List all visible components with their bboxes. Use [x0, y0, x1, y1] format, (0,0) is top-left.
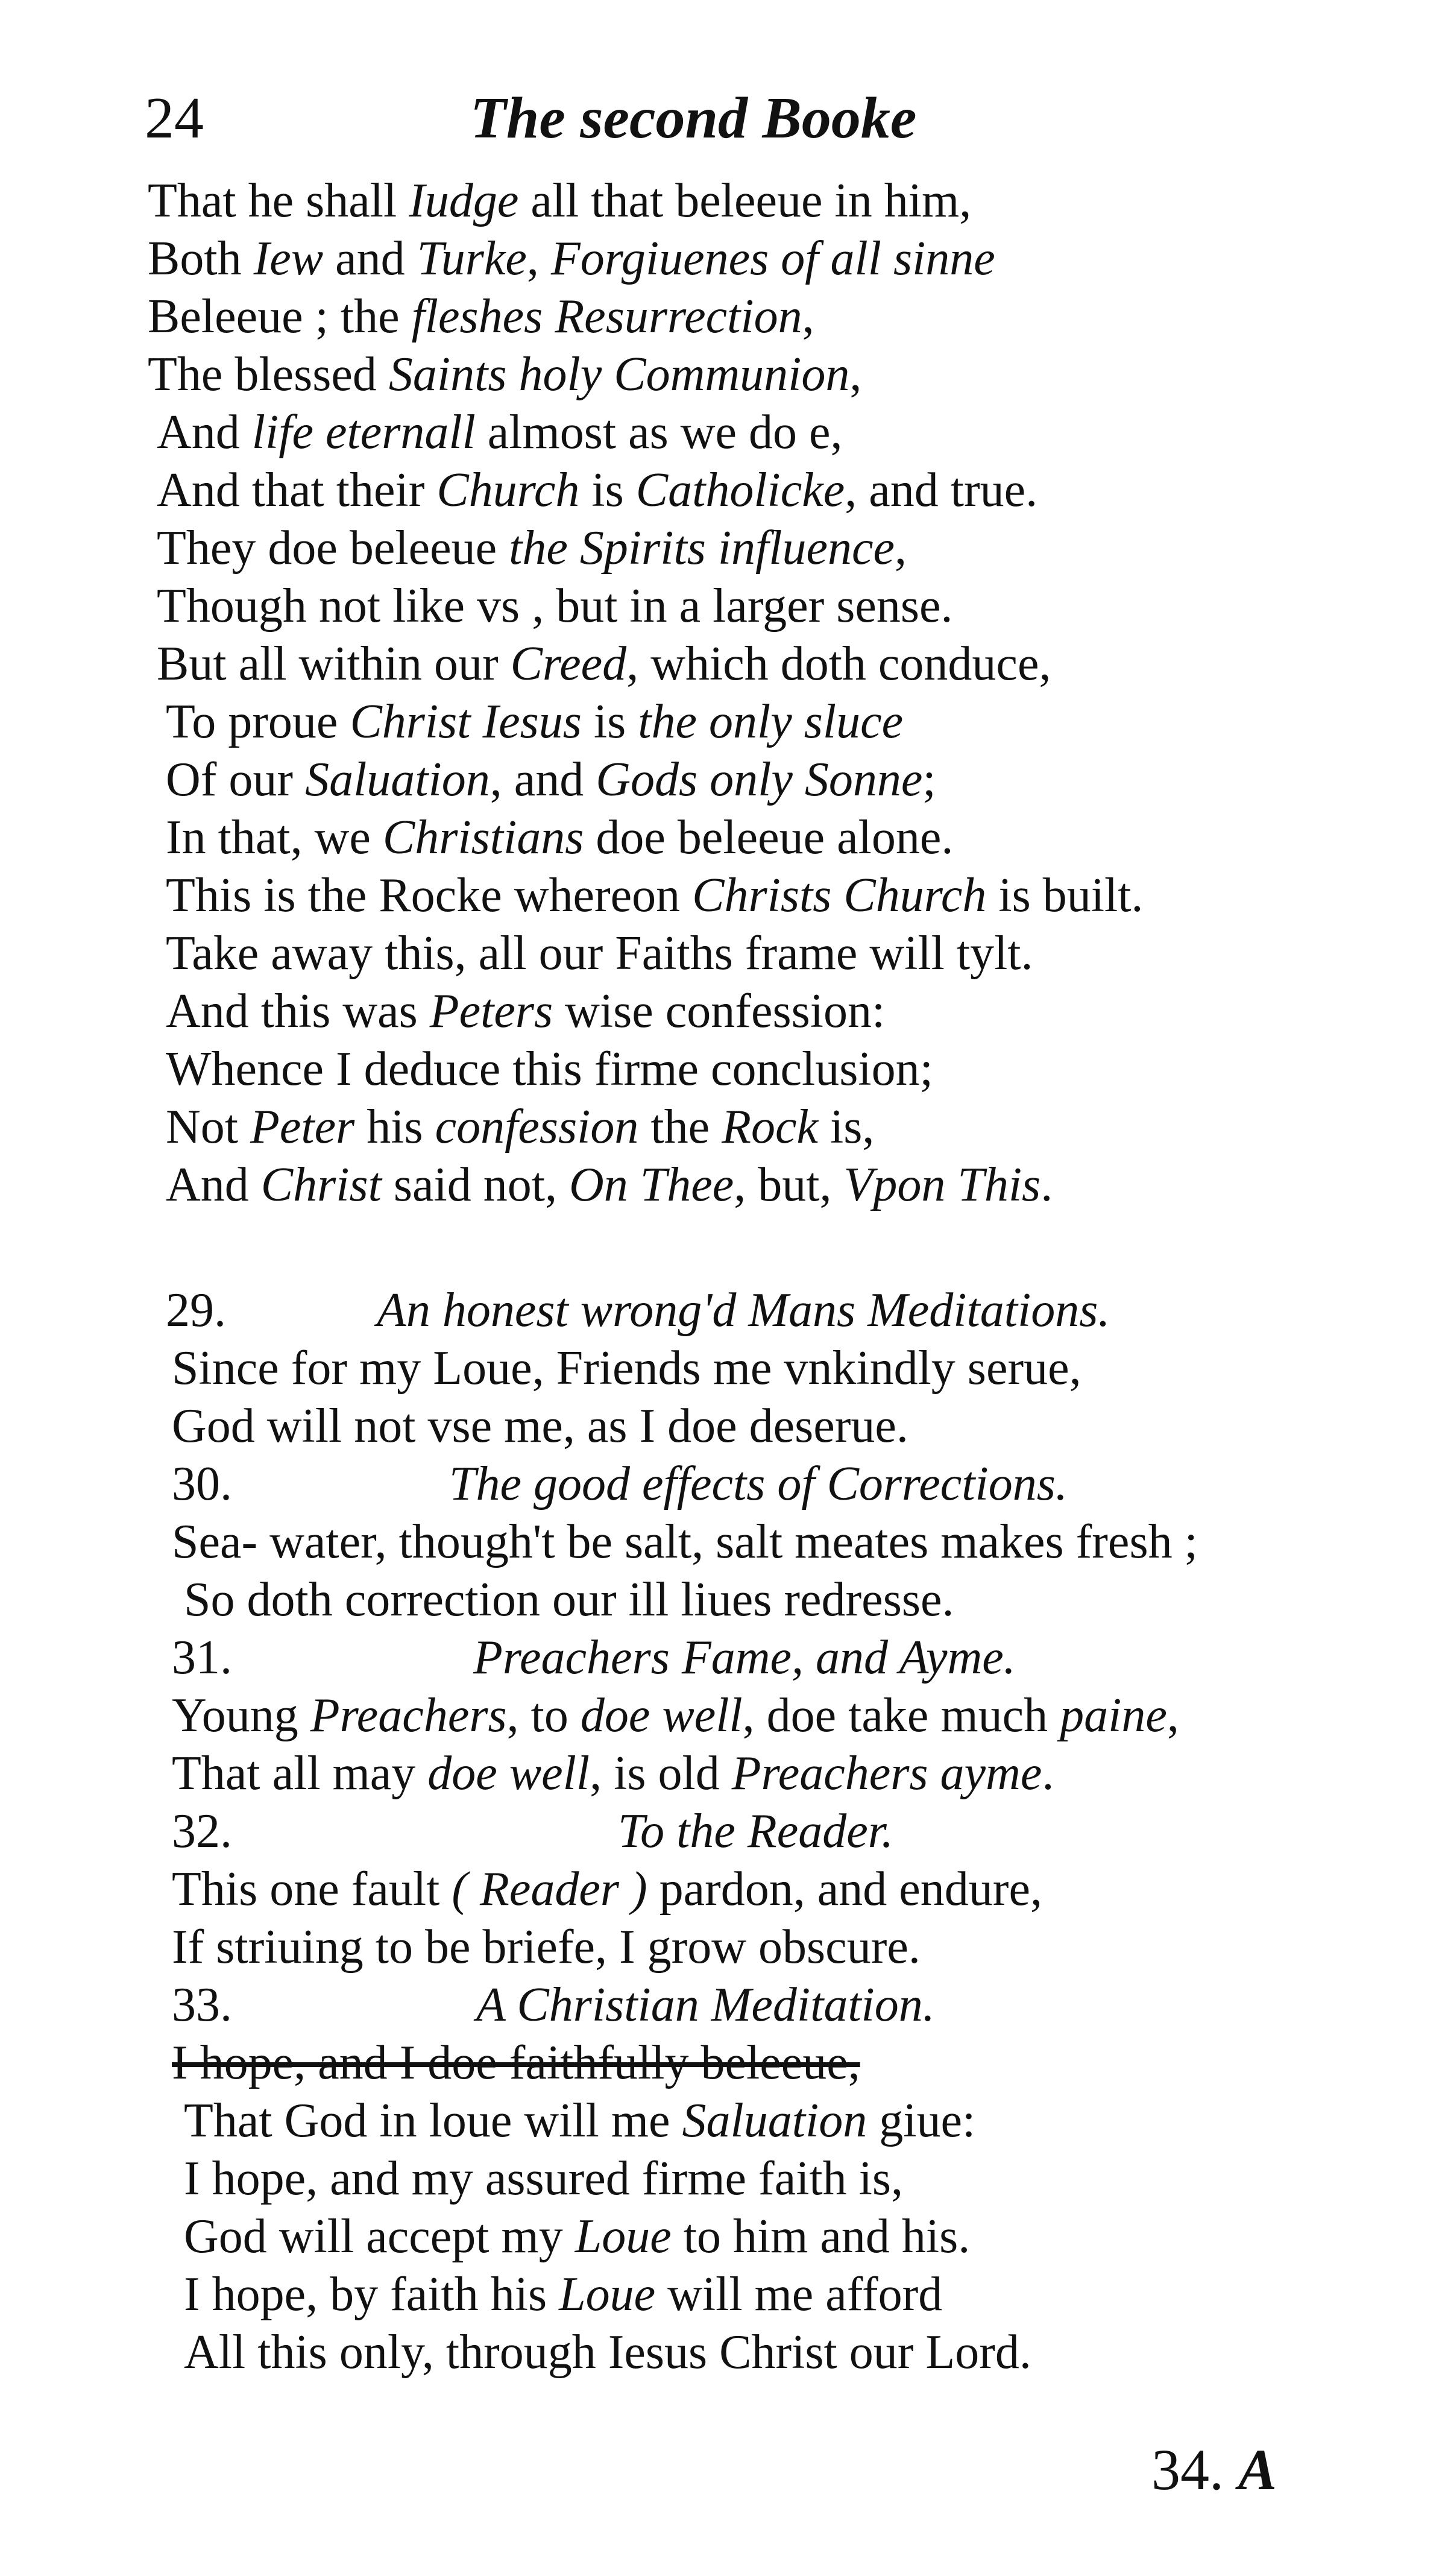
text-run: is	[581, 695, 638, 748]
text-run: Church	[436, 464, 580, 517]
verse-line	[166, 1098, 874, 1156]
text-run: Rock	[722, 1100, 818, 1154]
verse-line	[184, 2150, 903, 2208]
text-run: Forgiuenes of all sinne	[550, 232, 995, 285]
text-run: the Spirits influence	[509, 522, 895, 575]
verse-line	[157, 403, 843, 461]
text-run: , which doth conduce,	[626, 637, 1051, 690]
verse-line	[166, 867, 1143, 924]
verse-line	[172, 1687, 1179, 1744]
verse-line	[172, 1744, 1054, 1802]
text-run: On Thee	[568, 1158, 734, 1211]
text-run: Take away this, all our Faiths frame will tylt.	[166, 927, 1033, 980]
text-run: Peters	[429, 985, 553, 1038]
epigram-heading	[166, 1281, 1191, 1339]
text-run: Loue	[559, 2268, 656, 2321]
verse-line	[166, 751, 936, 809]
text-run: all that beleeue in him,	[518, 174, 972, 227]
text-run: said not,	[381, 1158, 569, 1211]
text-run: will me afford	[655, 2268, 943, 2321]
text-run: They doe beleeue	[157, 522, 509, 575]
text-run: and	[323, 232, 417, 285]
text-run: Of our	[166, 753, 306, 806]
page-number: 24	[145, 86, 204, 151]
text-run: Peter	[250, 1100, 355, 1154]
text-run: .	[1040, 1158, 1053, 1211]
verse-line	[166, 1156, 1053, 1214]
text-run: Christ Iesus	[350, 695, 582, 748]
text-run: Christs Church	[692, 869, 987, 922]
verse-line	[148, 172, 971, 230]
verse-line	[184, 2265, 942, 2323]
text-run: ( Reader )	[452, 1863, 647, 1916]
verse-line	[148, 288, 814, 346]
running-title: The second Booke	[470, 86, 917, 151]
verse-line	[157, 577, 953, 635]
epigram-title: A Christian Meditation.	[476, 1978, 935, 2031]
text-run: I hope, and I doe faithfully beleeue,	[172, 2036, 860, 2089]
text-run: And	[157, 406, 252, 459]
text-run: And	[166, 1158, 261, 1211]
epigram-number: 32.	[172, 1805, 232, 1858]
catchword-word: A	[1238, 2437, 1277, 2502]
verse-line	[172, 1397, 908, 1455]
epigram-title: The good effects of Corrections.	[449, 1457, 1068, 1511]
text-run: ,	[526, 232, 551, 285]
text-run: Christians	[382, 811, 584, 864]
text-run: Gods only Sonne	[596, 753, 923, 806]
text-run: In that, we	[166, 811, 383, 864]
epigram-title: To the Reader.	[618, 1805, 894, 1858]
page-header	[145, 84, 1230, 163]
text-run: That God in loue will me	[184, 2094, 682, 2147]
text-run: life eternall	[251, 406, 476, 459]
text-run: Saluation	[305, 753, 490, 806]
verse-line	[166, 924, 1033, 982]
verse-line	[184, 2208, 970, 2265]
text-run: Both	[148, 232, 254, 285]
text-run: almost as we do e,	[475, 406, 843, 459]
text-run: , and	[490, 753, 596, 806]
epigram-heading	[172, 1976, 1197, 2034]
text-run: ,	[802, 290, 814, 343]
text-run: Loue	[575, 2210, 672, 2263]
epigram-number: 33.	[172, 1978, 232, 2031]
text-run: Not	[166, 1100, 250, 1154]
catchword-number: 34.	[1151, 2437, 1224, 2502]
text-run: ,	[1166, 1689, 1179, 1742]
text-run: To proue	[166, 695, 350, 748]
text-run: paine	[1060, 1689, 1167, 1742]
text-run: doe well	[427, 1747, 590, 1800]
text-run: Whence I deduce this firme conclusion;	[166, 1043, 933, 1096]
text-run: If striuing to be briefe, I grow obscure.	[172, 1921, 921, 1974]
text-run: , to	[506, 1689, 581, 1742]
text-run: the	[638, 1100, 722, 1154]
verse-line	[172, 1918, 921, 1976]
text-run: fleshes Resurrection	[411, 290, 802, 343]
verse-line	[157, 461, 1037, 519]
verse-line	[148, 230, 995, 288]
text-run: And this was	[166, 985, 430, 1038]
verse-line	[172, 2034, 860, 2092]
text-run: Creed	[510, 637, 627, 690]
verse-line	[166, 982, 885, 1040]
text-run: Since for my Loue, Friends me vnkindly serue,	[172, 1342, 1081, 1395]
verse-line	[184, 1571, 954, 1629]
text-run: is built.	[986, 869, 1144, 922]
text-run: confession	[435, 1100, 639, 1154]
epigram-title: Preachers Fame, and Ayme.	[473, 1631, 1016, 1684]
text-run: pardon, and endure,	[647, 1863, 1042, 1916]
text-run: , doe take much	[742, 1689, 1060, 1742]
epigram-heading	[172, 1629, 1197, 1687]
text-run: Preachers	[310, 1689, 507, 1742]
epigram-heading	[172, 1802, 1197, 1860]
epigram-number: 29.	[166, 1284, 226, 1337]
text-run: giue:	[867, 2094, 976, 2147]
text-run: Vpon This	[843, 1158, 1041, 1211]
text-run: ,	[849, 348, 862, 401]
text-run: is	[579, 464, 636, 517]
text-run: Beleeue ; the	[148, 290, 412, 343]
text-run: .	[1042, 1747, 1054, 1800]
verse-line	[172, 1513, 1198, 1571]
text-run: Though not like vs , but in a larger sense.	[157, 579, 953, 633]
text-run: Catholicke	[635, 464, 845, 517]
catchword	[1151, 2436, 1277, 2503]
text-run: God will accept my	[184, 2210, 575, 2263]
verse-line	[157, 519, 907, 577]
text-run: That he shall	[148, 174, 409, 227]
text-run: , and true.	[845, 464, 1038, 517]
epigram-number: 31.	[172, 1631, 232, 1684]
text-run: Young	[172, 1689, 310, 1742]
text-run: All this only, through Iesus Christ our Lord.	[184, 2326, 1031, 2379]
verse-line	[166, 1040, 933, 1098]
text-run: his	[354, 1100, 435, 1154]
text-run: Iudge	[409, 174, 519, 227]
text-run: But all within our	[157, 637, 511, 690]
text-run: This is the Rocke whereon	[166, 869, 693, 922]
text-run: The blessed	[148, 348, 389, 401]
verse-line	[184, 2092, 975, 2150]
text-run: , but,	[734, 1158, 844, 1211]
verse-line	[166, 809, 953, 867]
verse-line	[148, 346, 861, 403]
epigram-title: An honest wrong'd Mans Meditations.	[377, 1284, 1110, 1337]
text-run: That all may	[172, 1747, 428, 1800]
text-run: I hope, and my assured firme faith is,	[184, 2152, 904, 2205]
epigram-heading	[172, 1455, 1197, 1513]
text-run: Preachers ayme	[731, 1747, 1042, 1800]
text-run: Christ	[260, 1158, 382, 1211]
verse-line	[172, 1860, 1042, 1918]
text-run: So doth correction our ill liues redresse.	[184, 1573, 954, 1626]
verse-line	[157, 635, 1051, 693]
text-run: Iew	[253, 232, 324, 285]
verse-line	[184, 2323, 1031, 2381]
text-run: doe beleeue alone.	[584, 811, 954, 864]
text-run: , is old	[590, 1747, 732, 1800]
text-run: ,	[895, 522, 907, 575]
epigram-number: 30.	[172, 1457, 232, 1511]
text-run: And that their	[157, 464, 437, 517]
text-run: God will not vse me, as I doe deserue.	[172, 1400, 908, 1453]
text-run: Saluation	[682, 2094, 867, 2147]
text-run: I hope, by faith his	[184, 2268, 559, 2321]
text-run: This one fault	[172, 1863, 452, 1916]
text-run: doe well	[580, 1689, 743, 1742]
text-run: wise confession:	[553, 985, 886, 1038]
text-run: ;	[922, 753, 936, 806]
text-run: Sea- water, though't be salt, salt meates makes fresh ;	[172, 1515, 1198, 1568]
verse-line	[166, 693, 903, 751]
text-run: Turke	[417, 232, 527, 285]
text-run: the only sluce	[638, 695, 904, 748]
verse-line	[172, 1339, 1081, 1397]
text-run: to him and his.	[671, 2210, 971, 2263]
text-run: Saints holy Communion	[388, 348, 850, 401]
text-run: is,	[817, 1100, 875, 1154]
